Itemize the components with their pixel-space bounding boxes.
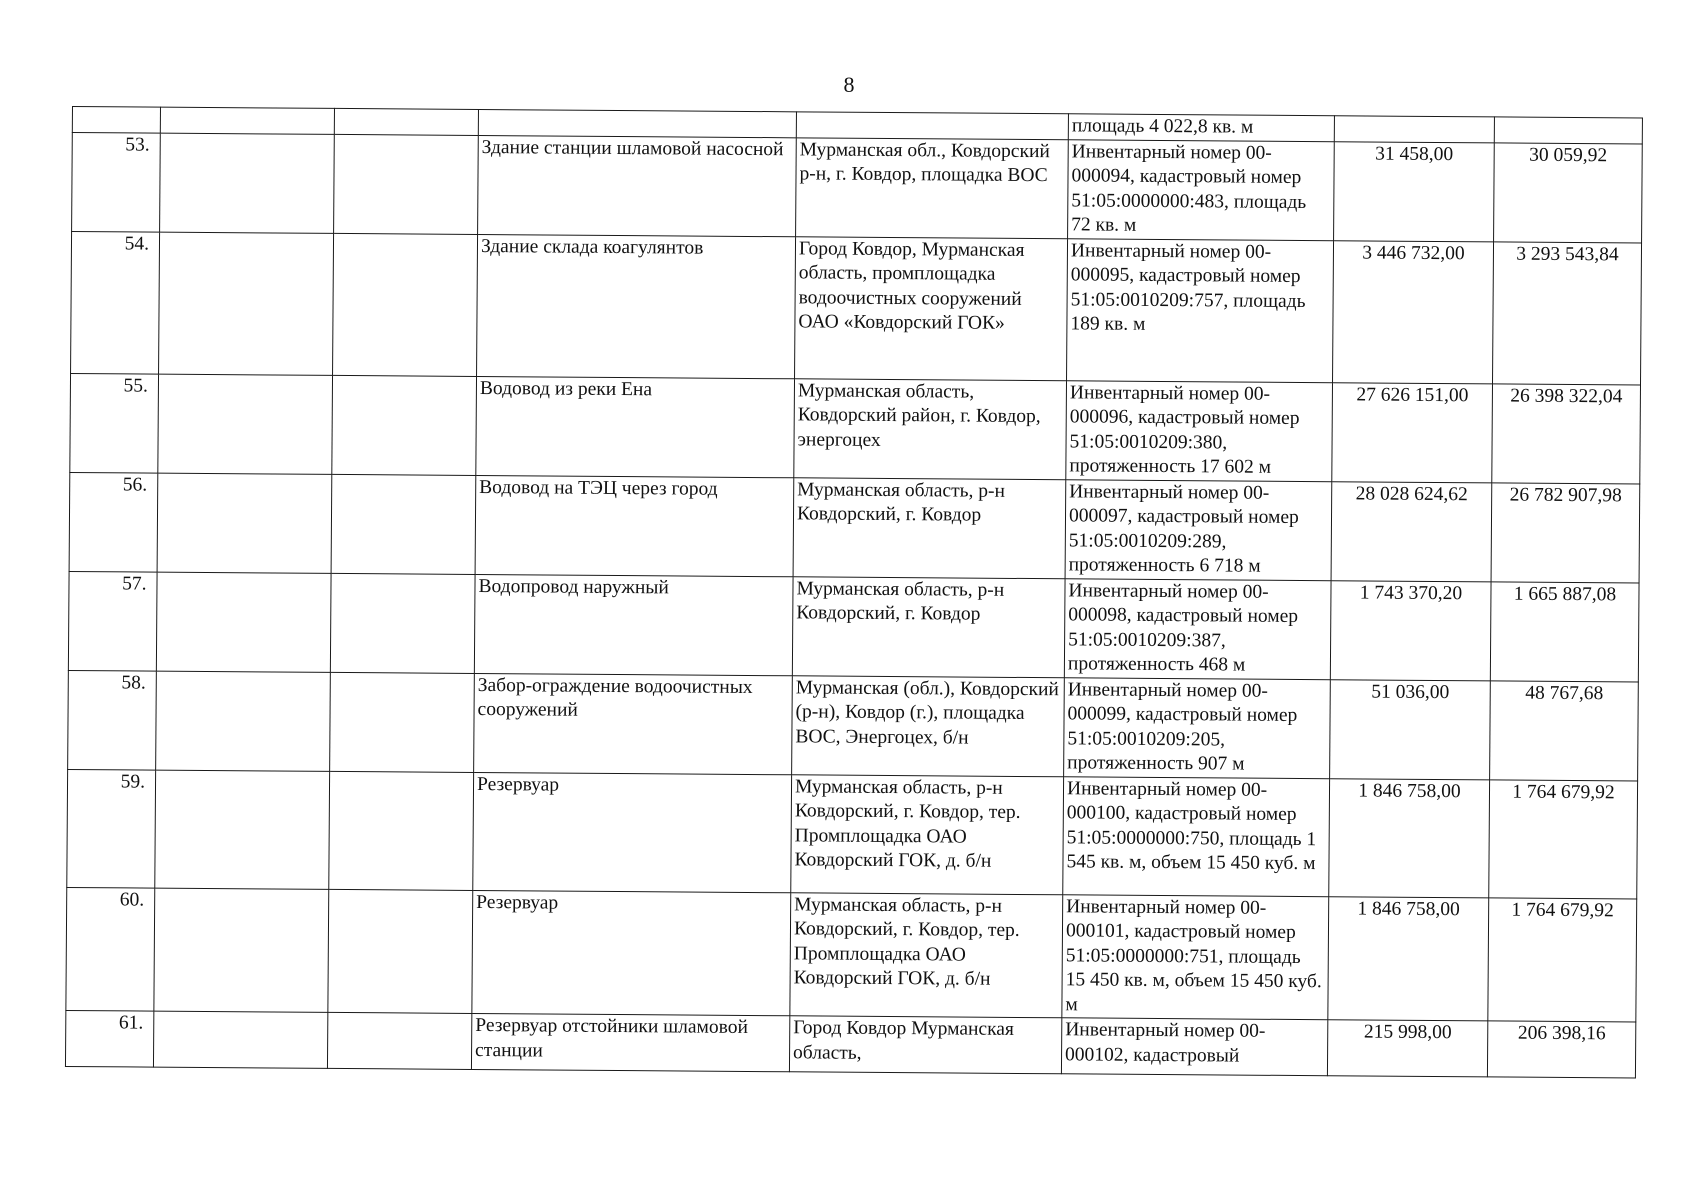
object-name: Резервуар отстойники шламовой станции — [471, 1013, 789, 1071]
object-address: Город Ковдор, Мурманская область, промплощадка водоочистных сооружений ОАО «Ковдорский ГОК» — [795, 236, 1068, 380]
cell-empty — [332, 375, 477, 475]
residual-value: 26 398 322,04 — [1492, 383, 1641, 483]
book-value: 1 743 370,20 — [1330, 580, 1491, 680]
cell-empty — [156, 572, 331, 672]
object-name: Водовод на ТЭЦ через город — [475, 475, 794, 576]
object-address: Мурманская область, р-н Ковдорский, г. Ковдор — [792, 576, 1065, 677]
cell-empty — [328, 889, 473, 1014]
cell-num — [72, 107, 160, 133]
cell-empty — [157, 473, 332, 573]
object-characteristics: Инвентарный номер 00-000096, кадастровый номер 51:05:0010209:380, протяженность 17 602 м — [1066, 380, 1333, 481]
object-name: Резервуар — [472, 890, 791, 1016]
cell-empty — [333, 233, 478, 376]
cell-empty — [334, 134, 479, 234]
cell-empty — [330, 672, 475, 772]
cell-empty — [331, 474, 476, 574]
residual-value: 30 059,92 — [1494, 142, 1643, 242]
row-number: 56. — [69, 472, 158, 572]
cell-empty — [334, 108, 478, 135]
row-number: 55. — [70, 373, 159, 473]
object-characteristics: Инвентарный номер 00-000097, кадастровый номер 51:05:0010209:289, протяженность 6 718 м — [1065, 479, 1332, 580]
book-value: 3 446 732,00 — [1333, 240, 1494, 383]
book-value: 1 846 758,00 — [1329, 778, 1490, 897]
cell-empty — [155, 770, 330, 889]
cell-cost — [1334, 116, 1494, 143]
table-row — [72, 132, 1643, 243]
object-address: Мурманская обл., Ковдорский р-н, г. Ковдор, площадка ВОС — [796, 137, 1069, 238]
row-number: 58. — [68, 670, 157, 770]
cell-empty — [153, 1011, 327, 1068]
cell-empty — [160, 133, 335, 233]
object-name: Забор-ограждение водоочистных сооружений — [474, 673, 793, 774]
object-name: Здание склада коагулянтов — [477, 234, 796, 378]
row-number: 59. — [67, 769, 156, 888]
book-value: 1 846 758,00 — [1328, 896, 1489, 1021]
residual-value: 1 764 679,92 — [1488, 897, 1637, 1022]
cell-empty — [159, 232, 334, 375]
residual-value: 1 764 679,92 — [1489, 779, 1638, 898]
table-row — [65, 1010, 1635, 1078]
cell-empty — [156, 671, 331, 771]
table-row — [66, 887, 1637, 1022]
book-value: 51 036,00 — [1330, 679, 1491, 779]
page-number: 8 — [843, 72, 855, 97]
object-address: Мурманская область, р-н Ковдорский, г. Ковдор, тер. Промплощадка ОАО Ковдорский ГОК, д. б/н — [791, 774, 1064, 894]
object-address: Мурманская область, р-н Ковдорский, г. Ковдор — [793, 477, 1066, 578]
row-number: 53. — [72, 132, 161, 232]
cell-name — [478, 109, 796, 137]
cell-empty — [329, 771, 474, 890]
table-row — [70, 373, 1641, 484]
table-row — [69, 472, 1640, 583]
cell-empty — [327, 1012, 471, 1069]
continuation-characteristics: площадь 4 022,8 кв. м — [1071, 115, 1254, 138]
object-address: Мурманская (обл.), Ковдорский (р-н), Ковдор (г.), площадка ВОС, Энергоцех, б/н — [792, 675, 1065, 776]
cell-empty — [154, 888, 329, 1013]
table-row — [68, 571, 1639, 682]
row-number: 57. — [68, 571, 157, 671]
cell-empty — [158, 374, 333, 474]
object-address: Мурманская область, р-н Ковдорский, г. Ковдор, тер. Промплощадка ОАО Ковдорский ГОК, д. б/н — [790, 892, 1063, 1017]
object-characteristics: Инвентарный номер 00-000101, кадастровый номер 51:05:0000000:751, площадь 15 450 кв. м, объем 15 450 куб. м — [1062, 894, 1329, 1019]
object-name: Резервуар — [473, 772, 792, 892]
residual-value: 206 398,16 — [1487, 1021, 1635, 1078]
residual-value: 26 782 907,98 — [1491, 482, 1640, 582]
book-value: 215 998,00 — [1327, 1020, 1487, 1077]
object-characteristics: Инвентарный номер 00-000098, кадастровый номер 51:05:0010209:387, протяженность 468 м — [1064, 578, 1331, 679]
cell-empty — [160, 107, 334, 134]
residual-value: 3 293 543,84 — [1493, 241, 1642, 384]
object-address: Мурманская область, Ковдорский район, г. Ковдор, энергоцех — [794, 378, 1067, 479]
object-characteristics: Инвентарный номер 00-000094, кадастровый номер 51:05:0000000:483, площадь 72 кв. м — [1068, 139, 1335, 240]
object-characteristics: Инвентарный номер 00-000102, кадастровый — [1061, 1018, 1327, 1076]
book-value: 31 458,00 — [1334, 141, 1495, 241]
table-row — [68, 670, 1639, 781]
cell-residual — [1494, 117, 1642, 144]
object-name: Здание станции шламовой насосной — [478, 135, 797, 236]
registry-body — [65, 107, 1642, 1078]
row-number: 60. — [66, 887, 155, 1011]
residual-value: 1 665 887,08 — [1490, 581, 1639, 681]
row-number: 61. — [65, 1010, 153, 1067]
cell-characteristics — [1068, 114, 1334, 141]
cell-address — [796, 112, 1068, 139]
object-characteristics: Инвентарный номер 00-000095, кадастровый номер 51:05:0010209:757, площадь 189 кв. м — [1067, 238, 1334, 382]
object-address: Город Ковдор Мурманская область, — [789, 1016, 1061, 1074]
object-name: Водопровод наружный — [474, 574, 793, 675]
row-number: 54. — [71, 231, 160, 374]
object-characteristics: Инвентарный номер 00-000100, кадастровый номер 51:05:0000000:750, площадь 1 545 кв. м, объем 15 450 куб. м — [1063, 776, 1330, 896]
object-characteristics: Инвентарный номер 00-000099, кадастровый номер 51:05:0010209:205, протяженность 907 м — [1064, 677, 1331, 778]
object-name: Водовод из реки Ена — [476, 376, 795, 477]
residual-value: 48 767,68 — [1490, 680, 1639, 780]
table-row — [67, 769, 1638, 899]
table-row — [71, 231, 1642, 385]
property-registry-table — [65, 106, 1643, 1078]
cell-empty — [330, 573, 475, 673]
book-value: 28 028 624,62 — [1331, 481, 1492, 581]
book-value: 27 626 151,00 — [1332, 382, 1493, 482]
